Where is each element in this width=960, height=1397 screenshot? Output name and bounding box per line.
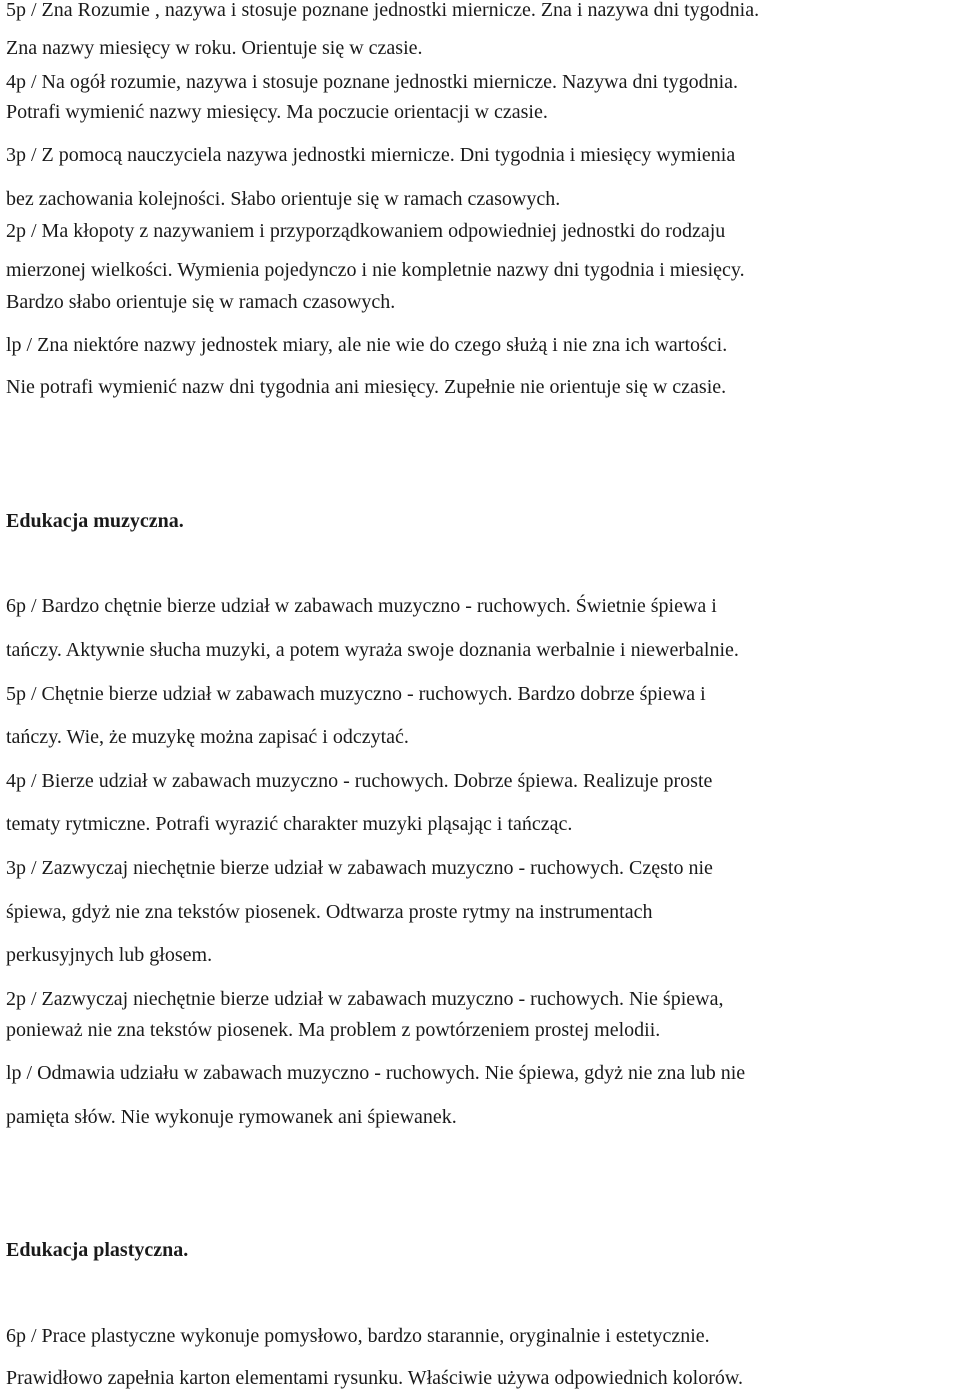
music-line-13: pamięta słów. Nie wykonuje rymowanek ani śpiewanek. bbox=[6, 1106, 457, 1128]
music-line-4: tańczy. Wie, że muzykę można zapisać i odczytać. bbox=[6, 726, 409, 748]
math-line-6: bez zachowania kolejności. Słabo orientuje się w ramach czasowych. bbox=[6, 188, 561, 210]
math-line-11: Nie potrafi wymienić nazw dni tygodnia ani miesięcy. Zupełnie nie orientuje się w czasie. bbox=[6, 376, 727, 398]
music-line-1: 6p / Bardzo chętnie bierze udział w zabawach muzyczno - ruchowych. Świetnie śpiewa i bbox=[6, 595, 717, 617]
music-section-heading: Edukacja muzyczna. bbox=[6, 510, 184, 532]
math-line-8: mierzonej wielkości. Wymienia pojedynczo i nie kompletnie nazwy dni tygodnia i miesięcy. bbox=[6, 259, 745, 281]
art-line-2: Prawidłowo zapełnia karton elementami rysunku. Właściwie używa odpowiednich kolorów. bbox=[6, 1367, 744, 1389]
music-line-7: 3p / Zazwyczaj niechętnie bierze udział w zabawach muzyczno - ruchowych. Często nie bbox=[6, 857, 713, 879]
math-line-5: 3p / Z pomocą nauczyciela nazywa jednostki miernicze. Dni tygodnia i miesięcy wymienia bbox=[6, 144, 736, 166]
music-line-9: perkusyjnych lub głosem. bbox=[6, 944, 213, 966]
music-line-8: śpiewa, gdyż nie zna tekstów piosenek. Odtwarza proste rytmy na instrumentach bbox=[6, 901, 653, 923]
art-section-heading: Edukacja plastyczna. bbox=[6, 1239, 189, 1261]
music-line-10: 2p / Zazwyczaj niechętnie bierze udział w zabawach muzyczno - ruchowych. Nie śpiewa, bbox=[6, 988, 724, 1010]
art-line-1: 6p / Prace plastyczne wykonuje pomysłowo, bardzo starannie, oryginalnie i estetycznie. bbox=[6, 1325, 710, 1347]
music-line-5: 4p / Bierze udział w zabawach muzyczno - ruchowych. Dobrze śpiewa. Realizuje proste bbox=[6, 770, 713, 792]
music-line-11: ponieważ nie zna tekstów piosenek. Ma problem z powtórzeniem prostej melodii. bbox=[6, 1019, 661, 1041]
math-line-3: 4p / Na ogół rozumie, nazywa i stosuje poznane jednostki miernicze. Nazywa dni tygodnia. bbox=[6, 71, 739, 93]
math-line-4: Potrafi wymienić nazwy miesięcy. Ma poczucie orientacji w czasie. bbox=[6, 101, 548, 123]
music-line-2: tańczy. Aktywnie słucha muzyki, a potem wyraża swoje doznania werbalnie i niewerbalnie. bbox=[6, 639, 739, 661]
math-line-9: Bardzo słabo orientuje się w ramach czasowych. bbox=[6, 291, 396, 313]
math-line-1: 5p / Zna Rozumie , nazywa i stosuje poznane jednostki miernicze. Zna i nazywa dni tygodnia. bbox=[6, 0, 760, 21]
math-line-10: lp / Zna niektóre nazwy jednostek miary, ale nie wie do czego służą i nie zna ich wartości. bbox=[6, 334, 728, 356]
math-line-7: 2p / Ma kłopoty z nazywaniem i przyporządkowaniem odpowiedniej jednostki do rodzaju bbox=[6, 220, 726, 242]
music-line-3: 5p / Chętnie bierze udział w zabawach muzyczno - ruchowych. Bardzo dobrze śpiewa i bbox=[6, 683, 706, 705]
music-line-12: lp / Odmawia udziału w zabawach muzyczno - ruchowych. Nie śpiewa, gdyż nie zna lub nie bbox=[6, 1062, 746, 1084]
music-line-6: tematy rytmiczne. Potrafi wyrazić charakter muzyki pląsając i tańcząc. bbox=[6, 813, 573, 835]
math-line-2: Zna nazwy miesięcy w roku. Orientuje się w czasie. bbox=[6, 37, 423, 59]
